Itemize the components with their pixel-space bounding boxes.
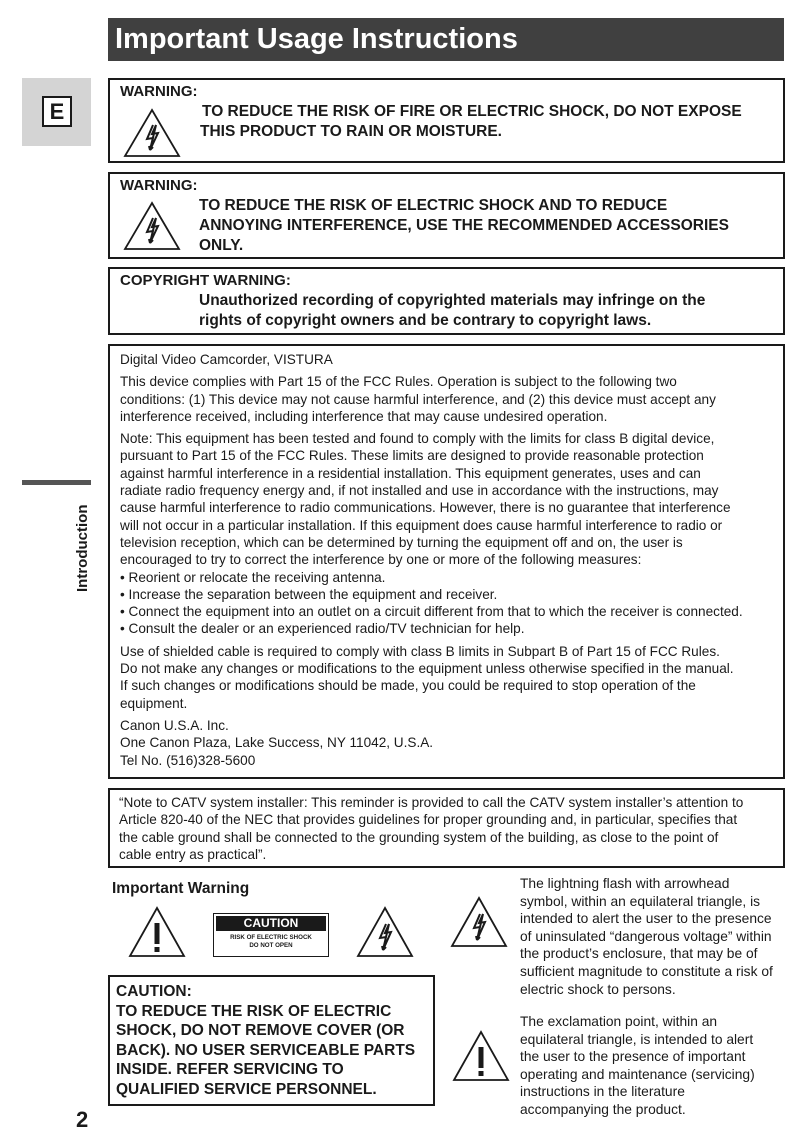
note-line: pursuant to Part 15 of the FCC Rules. These limits are designed to provide reasonable protection [120,448,704,464]
address-line: Canon U.S.A. Inc. [120,717,229,733]
note-line: against harmful interference in a residential installation. This equipment generates, uses and can [120,465,701,481]
catv-line: “Note to CATV system installer: This reminder is provided to call the CATV system installer’s attention to [119,795,744,810]
warning-heading: WARNING: [120,83,198,100]
shielded-line: Use of shielded cable is required to comply with class B limits in Subpart B of Part 15 of FCC Rules. [120,643,720,659]
copyright-line: Unauthorized recording of copyrighted materials may infringe on the [199,292,706,309]
page-title: Important Usage Instructions [108,18,784,61]
fcc-compliance [120,373,773,425]
caution-label [213,913,329,957]
shielded-line: equipment. [120,695,188,711]
description-line: sufficient magnitude to constitute a risk of [520,963,773,979]
catv-line: Article 820-40 of the NEC that provides guidelines for proper grounding and, in particular, specifies that [119,812,738,828]
description-line: operating and maintenance (servicing) [520,1066,755,1082]
page-number: 2 [76,1107,89,1132]
section-label-container [74,496,94,592]
caution-line: INSIDE. REFER SERVICING TO [116,1061,344,1078]
exclamation-triangle-icon [128,906,186,958]
description-line: The lightning flash with arrowhead [520,876,730,891]
copyright-warning-box [108,267,785,335]
address-line: One Canon Plaza, Lake Success, NY 11042, U.S.A. [120,735,434,751]
description-line: the user to the presence of important [520,1049,746,1065]
note-line: cause harmful interference to radio communications. However, there is no guarantee that interference [120,500,731,516]
note-line: radiate radio frequency energy and, if not installed and use in accordance with the instructions, may [120,483,719,499]
fcc-shielded-cable [120,643,773,712]
warning-text [200,102,742,142]
description-line: of uninsulated “dangerous voltage” within [520,928,772,944]
caution-line: SHOCK, DO NOT REMOVE COVER (OR [116,1022,405,1039]
compliance-line: interference received, including interference that may cause undesired operation. [120,408,608,424]
warning-line: TO REDUCE THE RISK OF ELECTRIC SHOCK AND TO REDUCE [199,197,668,214]
description-line: symbol, within an equilateral triangle, is [520,893,761,909]
copyright-heading: COPYRIGHT WARNING: [120,272,291,289]
language-letter: E [42,96,72,127]
warning-line: ANNOYING INTERFERENCE, USE THE RECOMMENDED ACCESSORIES [199,217,729,234]
shielded-line: If such changes or modifications should be made, you could be required to stop operation of the [120,678,696,694]
description-line: equilateral triangle, is intended to alert [520,1031,754,1047]
note-line: television reception, which can be determined by turning the equipment off and on, the user is [120,534,683,550]
compliance-line: This device complies with Part 15 of the FCC Rules. Operation is subject to the following two [120,374,677,390]
manufacturer-address [120,717,773,769]
compliance-line: conditions: (1) This device may not cause harmful interference, and (2) this device must accept any [120,391,716,407]
caution-label-line: RISK OF ELECTRIC SHOCK [230,934,312,941]
lightning-triangle-icon [123,201,181,251]
description-line: the product’s enclosure, that may be of [520,946,758,962]
description-line: accompanying the product. [520,1101,686,1117]
note-bullet: • Reorient or relocate the receiving antenna. [120,569,386,585]
caution-label-text [214,933,328,949]
note-line: Note: This equipment has been tested and found to comply with the limits for class B digital device, [120,431,715,447]
warning-heading: WARNING: [120,177,198,194]
side-rule [22,480,91,485]
warning-box-fire [108,78,785,163]
note-bullet: • Consult the dealer or an experienced radio/TV technician for help. [120,621,525,637]
note-line: encouraged to try to correct the interference by one or more of the following measures: [120,552,642,568]
description-line: instructions in the literature [520,1084,685,1100]
product-name: Digital Video Camcorder, VISTURA [120,352,333,367]
lightning-triangle-icon [450,896,508,948]
caution-line: QUALIFIED SERVICE PERSONNEL. [116,1080,377,1098]
exclamation-symbol-description [520,1013,788,1119]
caution-notice-box [108,975,435,1106]
catv-line: cable entry as practical”. [119,846,267,862]
fcc-note [120,430,773,638]
caution-line: BACK). NO USER SERVICEABLE PARTS [116,1041,416,1059]
lightning-triangle-icon [123,108,181,158]
address-line: Tel No. (516)328-5600 [120,752,256,768]
warning-box-accessories [108,172,785,259]
section-label: Introduction [74,504,91,592]
catv-note-box [108,788,785,868]
caution-line: TO REDUCE THE RISK OF ELECTRIC [116,1002,392,1020]
note-line: will not occur in a particular installation. If this equipment does cause harmful interference to radio or [120,517,723,533]
description-line: electric shock to persons. [520,981,676,997]
caution-label-title: CAUTION [216,916,326,931]
caution-label-line: DO NOT OPEN [249,942,293,949]
warning-text [199,196,729,256]
exclamation-triangle-icon [452,1030,510,1082]
note-bullet: • Connect the equipment into an outlet on a circuit different from that to which the receiver is connected. [120,604,743,620]
lightning-symbol-description [520,875,788,998]
shielded-line: Do not make any changes or modifications to the equipment unless otherwise specified in the manual. [120,661,734,677]
description-line: intended to alert the user to the presence [520,911,772,927]
copyright-text [199,291,705,331]
important-warning-heading: Important Warning [112,880,250,897]
warning-line: ONLY. [199,237,244,254]
lightning-triangle-icon [356,906,414,958]
catv-line: the cable ground shall be connected to the grounding system of the building, as close to the point of [119,829,719,845]
copyright-line: rights of copyright owners and be contrary to copyright laws. [199,312,652,329]
warning-line: TO REDUCE THE RISK OF FIRE OR ELECTRIC SHOCK, DO NOT EXPOSE [202,103,742,120]
fcc-statement-box [108,344,785,779]
note-bullet: • Increase the separation between the equipment and receiver. [120,586,498,602]
caution-line: CAUTION: [116,983,192,1000]
warning-line: THIS PRODUCT TO RAIN OR MOISTURE. [200,123,502,140]
description-line: The exclamation point, within an [520,1014,718,1029]
language-tab [22,78,91,146]
